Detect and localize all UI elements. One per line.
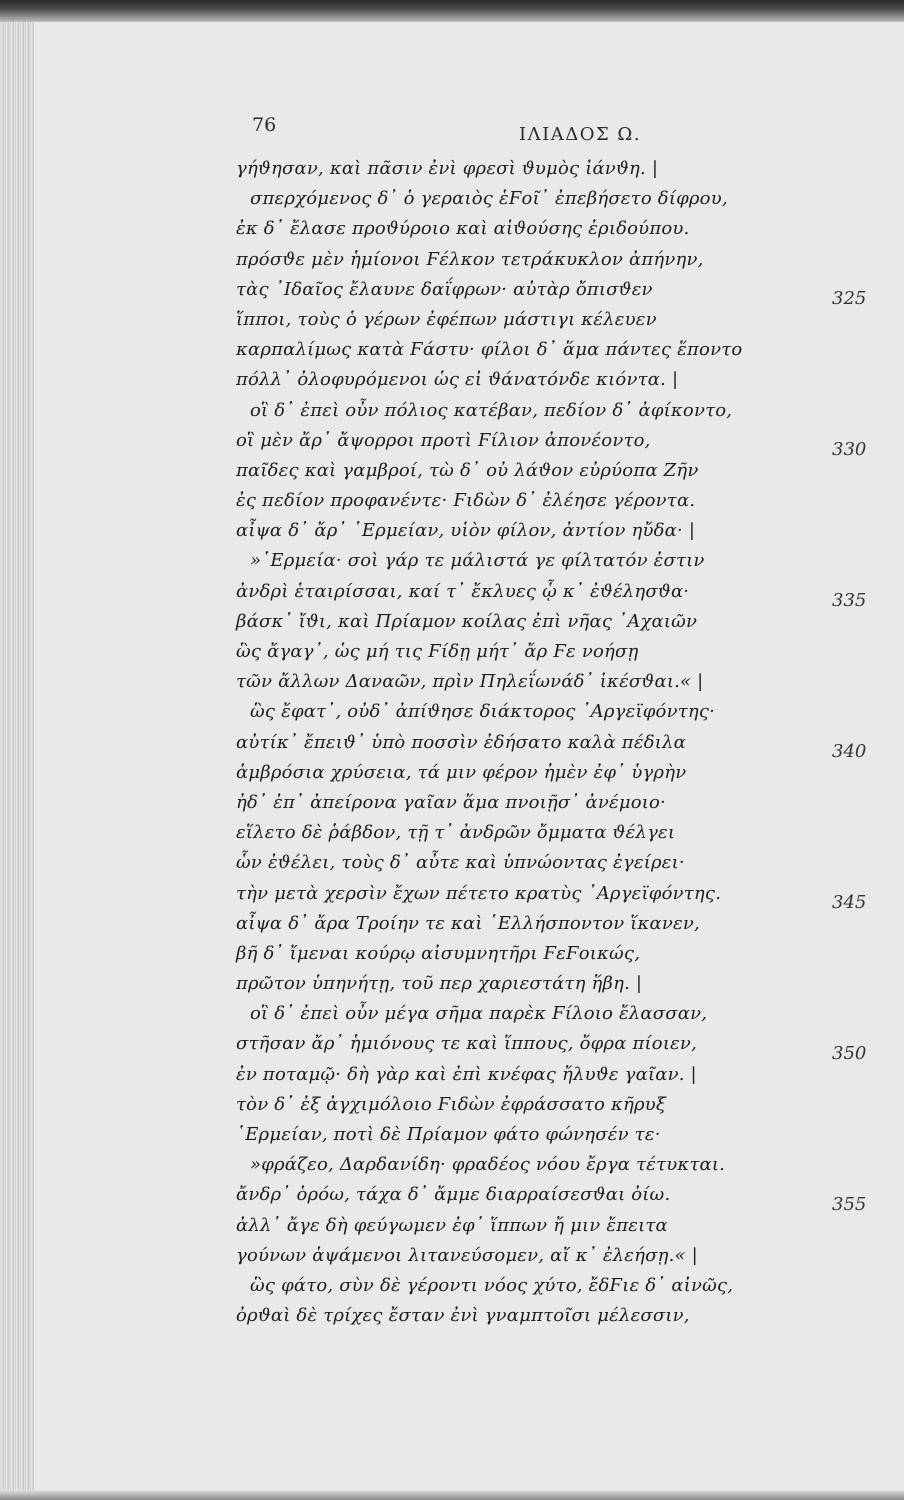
verse-line: πρῶτον ὑπηνήτῃ, τοῦ περ χαριεστάτη ἥβη. | (236, 973, 643, 995)
running-head: ΙΛΙΑΔΟΣ Ω. (519, 124, 642, 145)
verse-line: ῾Ερμείαν, ποτὶ δὲ Πρίαμον φάτο φώνησέν τε· (236, 1124, 661, 1145)
verse-line: γούνων ἁψάμενοι λιτανεύσομεν, αἴ κ᾽ ἐλεήσῃ.« | (236, 1244, 698, 1266)
verse-line: τὴν μετὰ χερσὶν ἔχων πέτετο κρατὺς ᾽Αργεϊφόντης. (236, 882, 722, 904)
verse-line: ἐς πεδίον προφανέντε· Ϝιδὼν δ᾽ ἐλέησε γέροντα. (236, 490, 696, 512)
page-edge-bottom (0, 1490, 904, 1500)
page-number: 76 (252, 114, 277, 136)
verse-line: ἀλλ᾽ ἄγε δὴ φεύγωμεν ἐφ᾽ ἵππων ἤ μιν ἔπειτα (236, 1214, 668, 1236)
verse-line: »φράζεο, Δαρδανίδη· φραδέος νόου ἔργα τέτυκται. (250, 1154, 726, 1176)
line-number: 330 (832, 439, 867, 460)
line-number: 340 (832, 741, 867, 762)
verse-line: σπερχόμενος δ᾽ ὁ γεραιὸς ἑϜοῖ᾽ ἐπεβήσετο δίφρου, (250, 188, 728, 210)
verse-line: γήϑησαν, καὶ πᾶσιν ἐνὶ φρεσὶ ϑυμὸς ἰάνϑη. | (236, 158, 659, 179)
verse-line: ὣς φάτο, σὺν δὲ γέροντι νόος χύτο, ἔδϜιε δ᾽ αἰνῶς, (250, 1274, 734, 1296)
verse-line: βάσκ᾽ ἴϑι, καὶ Πρίαμον κοίλας ἐπὶ νῆας ᾽Αχαιῶν (236, 610, 698, 632)
verse-line: οἳ μὲν ἄρ᾽ ἄψορροι προτὶ Ϝίλιον ἀπονέοντο, (236, 429, 651, 451)
verse-line: ἄνδρ᾽ ὁρόω, τάχα δ᾽ ἄμμε διαρραίσεσϑαι ὀίω. (236, 1184, 671, 1206)
line-number: 350 (832, 1043, 867, 1064)
verse-line: τῶν ἄλλων Δαναῶν, πρὶν Πηλεΐωνάδ᾽ ἱκέσϑαι.« | (236, 671, 704, 693)
line-number: 335 (832, 590, 867, 611)
verse-line: πρόσϑε μὲν ἡμίονοι Ϝέλκον τετράκυκλον ἀπήνην, (236, 248, 704, 270)
verse-line: ὧν ἐϑέλει, τοὺς δ᾽ αὖτε καὶ ὑπνώοντας ἐγείρει· (236, 852, 685, 874)
verse-line: οἳ δ᾽ ἐπεὶ οὖν πόλιος κατέβαν, πεδίον δ᾽ ἀφίκοντο, (250, 399, 733, 421)
verse-line: καρπαλίμως κατὰ Ϝάστυ· φίλοι δ᾽ ἅμα πάντες ἕποντο (236, 339, 743, 361)
verse-line: αἶψα δ᾽ ἄρα Τροίην τε καὶ ῾Ελλήσποντον ἵκανεν, (236, 912, 700, 934)
page-edge-left (0, 0, 34, 1500)
verse-line: ἀμβρόσια χρύσεια, τά μιν φέρον ἠμὲν ἐφ᾽ ὑγρὴν (236, 761, 687, 783)
verse-line: ὀρϑαὶ δὲ τρίχες ἔσταν ἐνὶ γναμπτοῖσι μέλεσσιν, (236, 1305, 690, 1327)
verse-line: ἐν ποταμῷ· δὴ γὰρ καὶ ἐπὶ κνέφας ἤλυϑε γαῖαν. | (236, 1063, 697, 1085)
verse-line: ἵπποι, τοὺς ὁ γέρων ἐφέπων μάστιγι κέλευεν (236, 308, 657, 330)
verse-line: ἠδ᾽ ἐπ᾽ ἀπείρονα γαῖαν ἅμα πνοιῇσ᾽ ἀνέμοιο· (236, 791, 666, 813)
line-number: 355 (832, 1194, 867, 1215)
verse-line: στῆσαν ἄρ᾽ ἡμιόνους τε καὶ ἵππους, ὄφρα πίοιεν, (236, 1033, 697, 1055)
verse-line: τὸν δ᾽ ἐξ ἀγχιμόλοιο Ϝιδὼν ἐφράσσατο κῆρυξ (236, 1093, 666, 1115)
verse-line: παῖδες καὶ γαμβροί, τὼ δ᾽ οὐ λάϑον εὐρύοπα Ζῆν (236, 459, 699, 481)
verse-line: βῆ δ᾽ ἴμεναι κούρῳ αἰσυμνητῆρι ϜεϜοικώς, (236, 942, 641, 964)
verse-line: ἐκ δ᾽ ἔλασε προϑύροιο καὶ αἰϑούσης ἐριδούπου. (236, 218, 690, 240)
verse-line: »῾Ερμεία· σοὶ γάρ τε μάλιστά γε φίλτατόν ἐστιν (250, 550, 705, 572)
verse-line: αὐτίκ᾽ ἔπειϑ᾽ ὑπὸ ποσσὶν ἐδήσατο καλὰ πέδιλα (236, 731, 686, 753)
verse-line: οἳ δ᾽ ἐπεὶ οὖν μέγα σῆμα παρὲκ Ϝίλοιο ἔλασσαν, (250, 1003, 708, 1025)
verse-line: ἀνδρὶ ἑταιρίσσαι, καί τ᾽ ἔκλυες ᾧ κ᾽ ἐϑέλησϑα· (236, 580, 690, 602)
verse-line: εἵλετο δὲ ῥάβδον, τῇ τ᾽ ἀνδρῶν ὄμματα ϑέλγει (236, 822, 676, 844)
line-number: 345 (832, 892, 867, 913)
verse-line: τὰς ᾽Ιδαῖος ἔλαυνε δαΐφρων· αὐτὰρ ὄπισϑεν (236, 278, 653, 300)
verse-line: αἶψα δ᾽ ἄρ᾽ ῾Ερμείαν, υἱὸν φίλον, ἀντίον ηὔδα· | (236, 520, 696, 542)
verse-line: ὣς ἔφατ᾽, οὐδ᾽ ἀπίϑησε διάκτορος ᾽Αργεϊφόντης· (250, 701, 716, 723)
page-edge-top (0, 0, 904, 22)
line-number: 325 (832, 288, 867, 309)
verse-block (236, 154, 836, 1331)
verse-line: ὣς ἄγαγ᾽, ὡς μή τις Ϝίδῃ μήτ᾽ ἄρ Ϝε νοήσῃ (236, 641, 639, 662)
verse-line: πόλλ᾽ ὀλοφυρόμενοι ὡς εἰ ϑάνατόνδε κιόντα. | (236, 369, 679, 391)
